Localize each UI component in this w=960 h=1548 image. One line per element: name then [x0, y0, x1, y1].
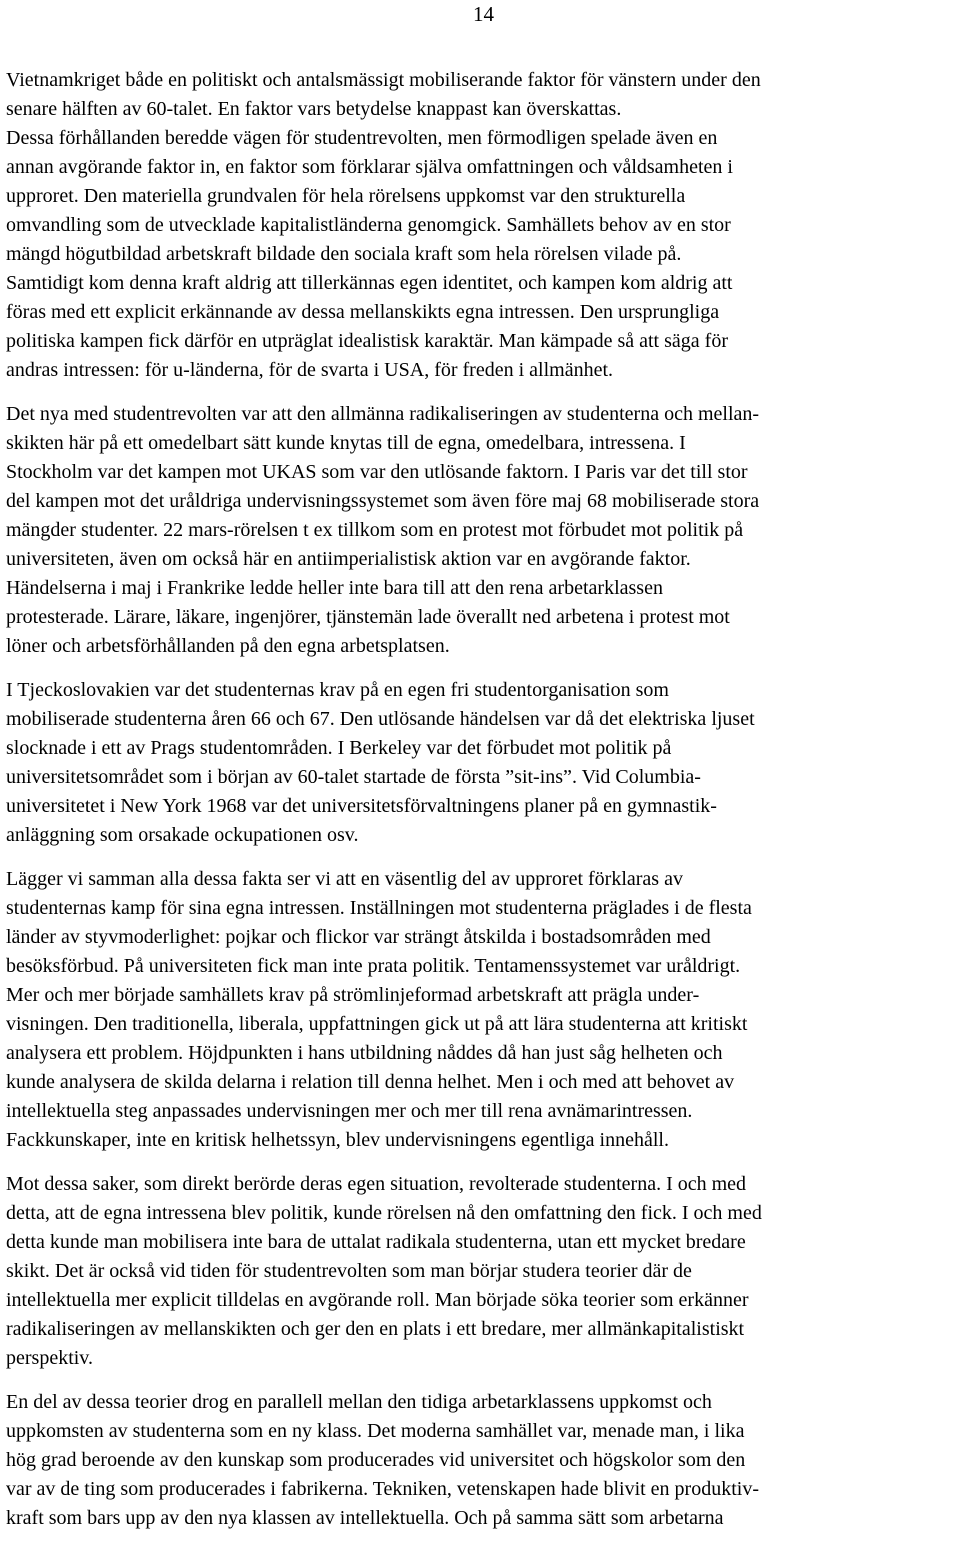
text-line: Det nya med studentrevolten var att den allmänna radikaliseringen av studenterna och mellan- [6, 403, 760, 425]
text-line: perspektiv. [6, 1347, 94, 1369]
document-body [6, 66, 958, 1548]
text-line: kraft som bars upp av den nya klassen av intellektuella. Och på samma sätt som arbetarna [6, 1507, 724, 1529]
text-line: länder av styvmoderlighet: pojkar och flickor var strängt åtskilda i bostadsområden med [6, 926, 711, 948]
text-line: detta, att de egna intressena blev politik, kunde rörelsen nå den omfattning den fick. I och med [6, 1202, 762, 1224]
paragraph-5 [6, 1170, 958, 1373]
text-line: studenternas kamp för sina egna intressen. Inställningen mot studenterna präglades i de flesta [6, 897, 752, 919]
text-line: Samtidigt kom denna kraft aldrig att tillerkännas egen identitet, och kampen kom aldrig att [6, 272, 733, 294]
text-line: skikt. Det är också vid tiden för studentrevolten som man börjar studera teorier där de [6, 1260, 692, 1282]
text-line: radikaliseringen av mellanskikten och ger den en plats i ett bredare, mer allmänkapitalistiskt [6, 1318, 745, 1340]
text-line: skikten här på ett omedelbart sätt kunde knytas till de egna, omedelbara, intressena. I [6, 432, 686, 454]
paragraph-3 [6, 676, 958, 850]
text-line: Händelserna i maj i Frankrike ledde heller inte bara till att den rena arbetarklassen [6, 577, 663, 599]
paragraph-6 [6, 1388, 958, 1533]
text-line: annan avgörande faktor in, en faktor som förklarar själva omfattningen och våldsamheten i [6, 156, 733, 178]
text-line: mobiliserade studenterna åren 66 och 67. Den utlösande händelsen var då det elektriska ljuset [6, 708, 755, 730]
text-line: politiska kampen fick därför en utpräglat idealistisk karaktär. Man kämpade så att säga för [6, 330, 728, 352]
text-line: universitetet i New York 1968 var det universitetsförvaltningens planer på en gymnastik- [6, 795, 717, 817]
text-line: anläggning som orsakade ockupationen osv. [6, 824, 359, 846]
text-line: mängder studenter. 22 mars-rörelsen t ex tillkom som en protest mot förbudet mot politik på [6, 519, 744, 541]
paragraph-4 [6, 865, 958, 1155]
text-line: andras intressen: för u-länderna, för de svarta i USA, för freden i allmänhet. [6, 359, 614, 381]
text-line: var av de ting som producerades i fabrikerna. Tekniken, vetenskapen hade blivit en produktiv- [6, 1478, 759, 1500]
text-line: universitetsområdet som i början av 60-talet startade de första ”sit-ins”. Vid Columbia- [6, 766, 701, 788]
text-line: Stockholm var det kampen mot UKAS som var den utlösande faktorn. I Paris var det till stor [6, 461, 748, 483]
text-line: löner och arbetsförhållanden på den egna arbetsplatsen. [6, 635, 450, 657]
text-line: del kampen mot det uråldriga undervisningssystemet som även före maj 68 mobiliserade stora [6, 490, 760, 512]
text-line: intellektuella mer explicit tilldelas en avgörande roll. Man började söka teorier som erkänner [6, 1289, 749, 1311]
text-line: visningen. Den traditionella, liberala, uppfattningen gick ut på att lära studenterna att kritiskt [6, 1013, 748, 1035]
text-line: omvandling som de utvecklade kapitalistländerna genomgick. Samhällets behov av en stor [6, 214, 731, 236]
text-line: analysera ett problem. Höjdpunkten i hans utbildning nåddes då han just såg helheten och [6, 1042, 723, 1064]
text-line: senare hälften av 60-talet. En faktor vars betydelse knappast kan överskattas. [6, 98, 622, 120]
text-line: Dessa förhållanden beredde vägen för studentrevolten, men förmodligen spelade även en [6, 127, 718, 149]
text-line: Mot dessa saker, som direkt berörde deras egen situation, revolterade studenterna. I och med [6, 1173, 747, 1195]
paragraph-2 [6, 400, 958, 661]
text-line: upproret. Den materiella grundvalen för hela rörelsens uppkomst var den strukturella [6, 185, 686, 207]
text-line: protesterade. Lärare, läkare, ingenjörer, tjänstemän lade överallt ned arbetena i protest mot [6, 606, 730, 628]
text-line: uppkomsten av studenterna som en ny klass. Det moderna samhället var, menade man, i lika [6, 1420, 745, 1442]
page-number: 14 [473, 2, 494, 26]
text-line: kunde analysera de skilda delarna i relation till denna helhet. Men i och med att behovet av [6, 1071, 735, 1093]
text-line: mängd högutbildad arbetskraft bildade den sociala kraft som hela rörelsen vilade på. [6, 243, 682, 265]
text-line: Lägger vi samman alla dessa fakta ser vi att en väsentlig del av upproret förklaras av [6, 868, 683, 890]
text-line: En del av dessa teorier drog en parallell mellan den tidiga arbetarklassens uppkomst och [6, 1391, 712, 1413]
paragraph-1 [6, 66, 958, 385]
text-line: Vietnamkriget både en politiskt och antalsmässigt mobiliserande faktor för vänstern under den [6, 69, 761, 91]
text-line: I Tjeckoslovakien var det studenternas krav på en egen fri studentorganisation som [6, 679, 669, 701]
text-line: besöksförbud. På universiteten fick man inte prata politik. Tentamenssystemet var uråldrigt. [6, 955, 741, 977]
text-line: intellektuella steg anpassades undervisningen mer och mer till rena avnämarintressen. [6, 1100, 693, 1122]
text-line: Mer och mer började samhällets krav på strömlinjeformad arbetskraft att prägla under- [6, 984, 700, 1006]
text-line: hög grad beroende av den kunskap som producerades vid universitet och högskolor som den [6, 1449, 746, 1471]
text-line: universiteten, även om också här en antiimperialistisk aktion var en avgörande faktor. [6, 548, 691, 570]
text-line: detta kunde man mobilisera inte bara de uttalat radikala studenterna, utan ett mycket bredare [6, 1231, 746, 1253]
text-line: föras med ett explicit erkännande av dessa mellanskikts egna intressen. Den ursprungliga [6, 301, 720, 323]
text-line: slocknade i ett av Prags studentområden. I Berkeley var det förbudet mot politik på [6, 737, 672, 759]
text-line: Fackkunskaper, inte en kritisk helhetssyn, blev undervisningens egentliga innehåll. [6, 1129, 669, 1151]
